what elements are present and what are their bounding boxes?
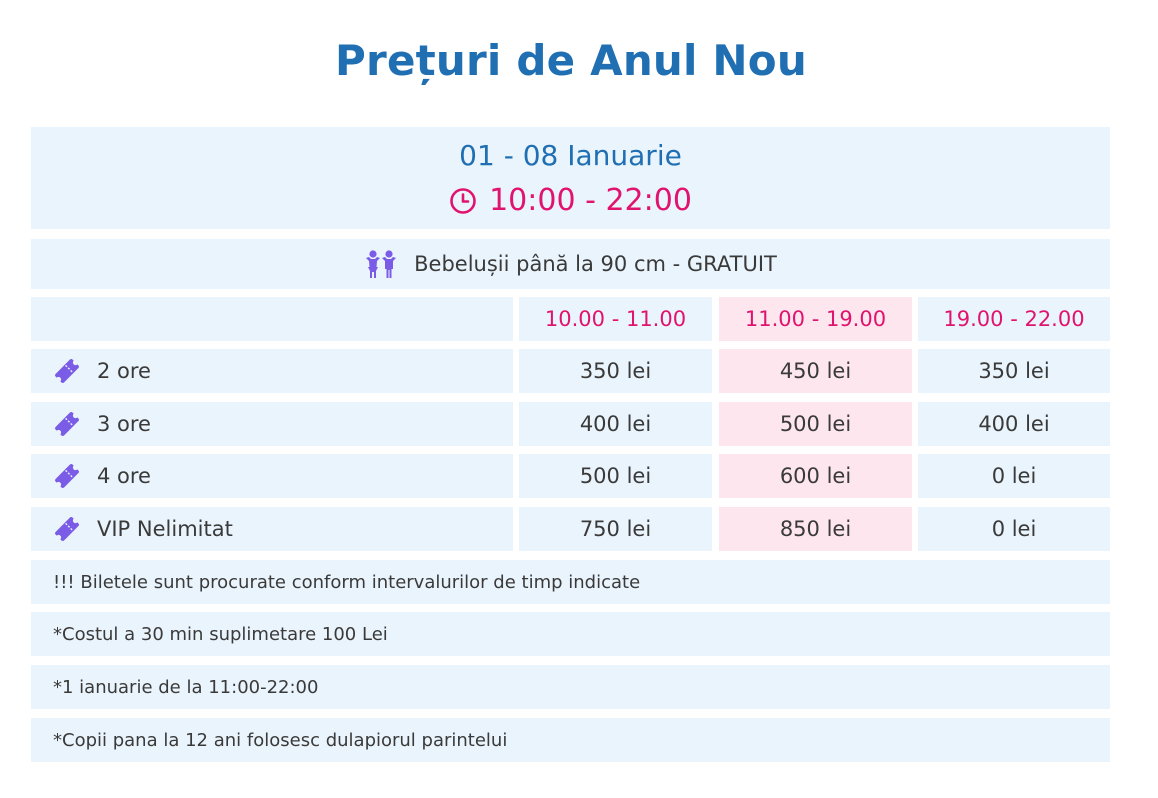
price-cell: 600 lei xyxy=(719,454,912,498)
row-label: 2 ore xyxy=(97,359,151,383)
column-header-3: 19.00 - 22.00 xyxy=(918,297,1110,341)
date-block xyxy=(31,127,1110,229)
page-title: Prețuri de Anul Nou xyxy=(335,36,807,85)
note-january-1: *1 ianuarie de la 11:00-22:00 xyxy=(31,665,1110,709)
row-label-3-ore xyxy=(31,402,513,446)
column-header-1: 10.00 - 11.00 xyxy=(519,297,712,341)
note-lockers: *Copii pana la 12 ani folosesc dulapiorul parintelui xyxy=(31,718,1110,762)
price-cell: 450 lei xyxy=(719,349,912,393)
children-icon xyxy=(364,249,398,279)
header-empty-cell xyxy=(31,297,513,341)
price-cell: 500 lei xyxy=(719,402,912,446)
ticket-icon xyxy=(53,462,81,490)
row-label: 4 ore xyxy=(97,464,151,488)
ticket-icon xyxy=(53,515,81,543)
price-cell: 0 lei xyxy=(918,507,1110,551)
clock-icon xyxy=(449,187,477,215)
row-label-2-ore xyxy=(31,349,513,393)
ticket-icon xyxy=(53,410,81,438)
price-cell: 850 lei xyxy=(719,507,912,551)
row-label: 3 ore xyxy=(97,412,151,436)
column-header-2: 11.00 - 19.00 xyxy=(719,297,912,341)
note-tickets: !!! Biletele sunt procurate conform intervalurilor de timp indicate xyxy=(31,560,1110,604)
price-cell: 350 lei xyxy=(918,349,1110,393)
ticket-icon xyxy=(53,357,81,385)
row-label: VIP Nelimitat xyxy=(97,517,233,541)
price-cell: 500 lei xyxy=(519,454,712,498)
babies-note: Bebelușii până la 90 cm - GRATUIT xyxy=(414,252,777,276)
row-label-vip xyxy=(31,507,513,551)
price-cell: 0 lei xyxy=(918,454,1110,498)
time-range: 10:00 - 22:00 xyxy=(489,183,692,218)
date-range: 01 - 08 Ianuarie xyxy=(459,139,682,172)
note-extra-cost: *Costul a 30 min suplimetare 100 Lei xyxy=(31,612,1110,656)
price-cell: 400 lei xyxy=(519,402,712,446)
row-label-4-ore xyxy=(31,454,513,498)
babies-note-block xyxy=(31,239,1110,289)
time-range-row xyxy=(31,183,1110,218)
price-cell: 750 lei xyxy=(519,507,712,551)
price-cell: 400 lei xyxy=(918,402,1110,446)
price-cell: 350 lei xyxy=(519,349,712,393)
